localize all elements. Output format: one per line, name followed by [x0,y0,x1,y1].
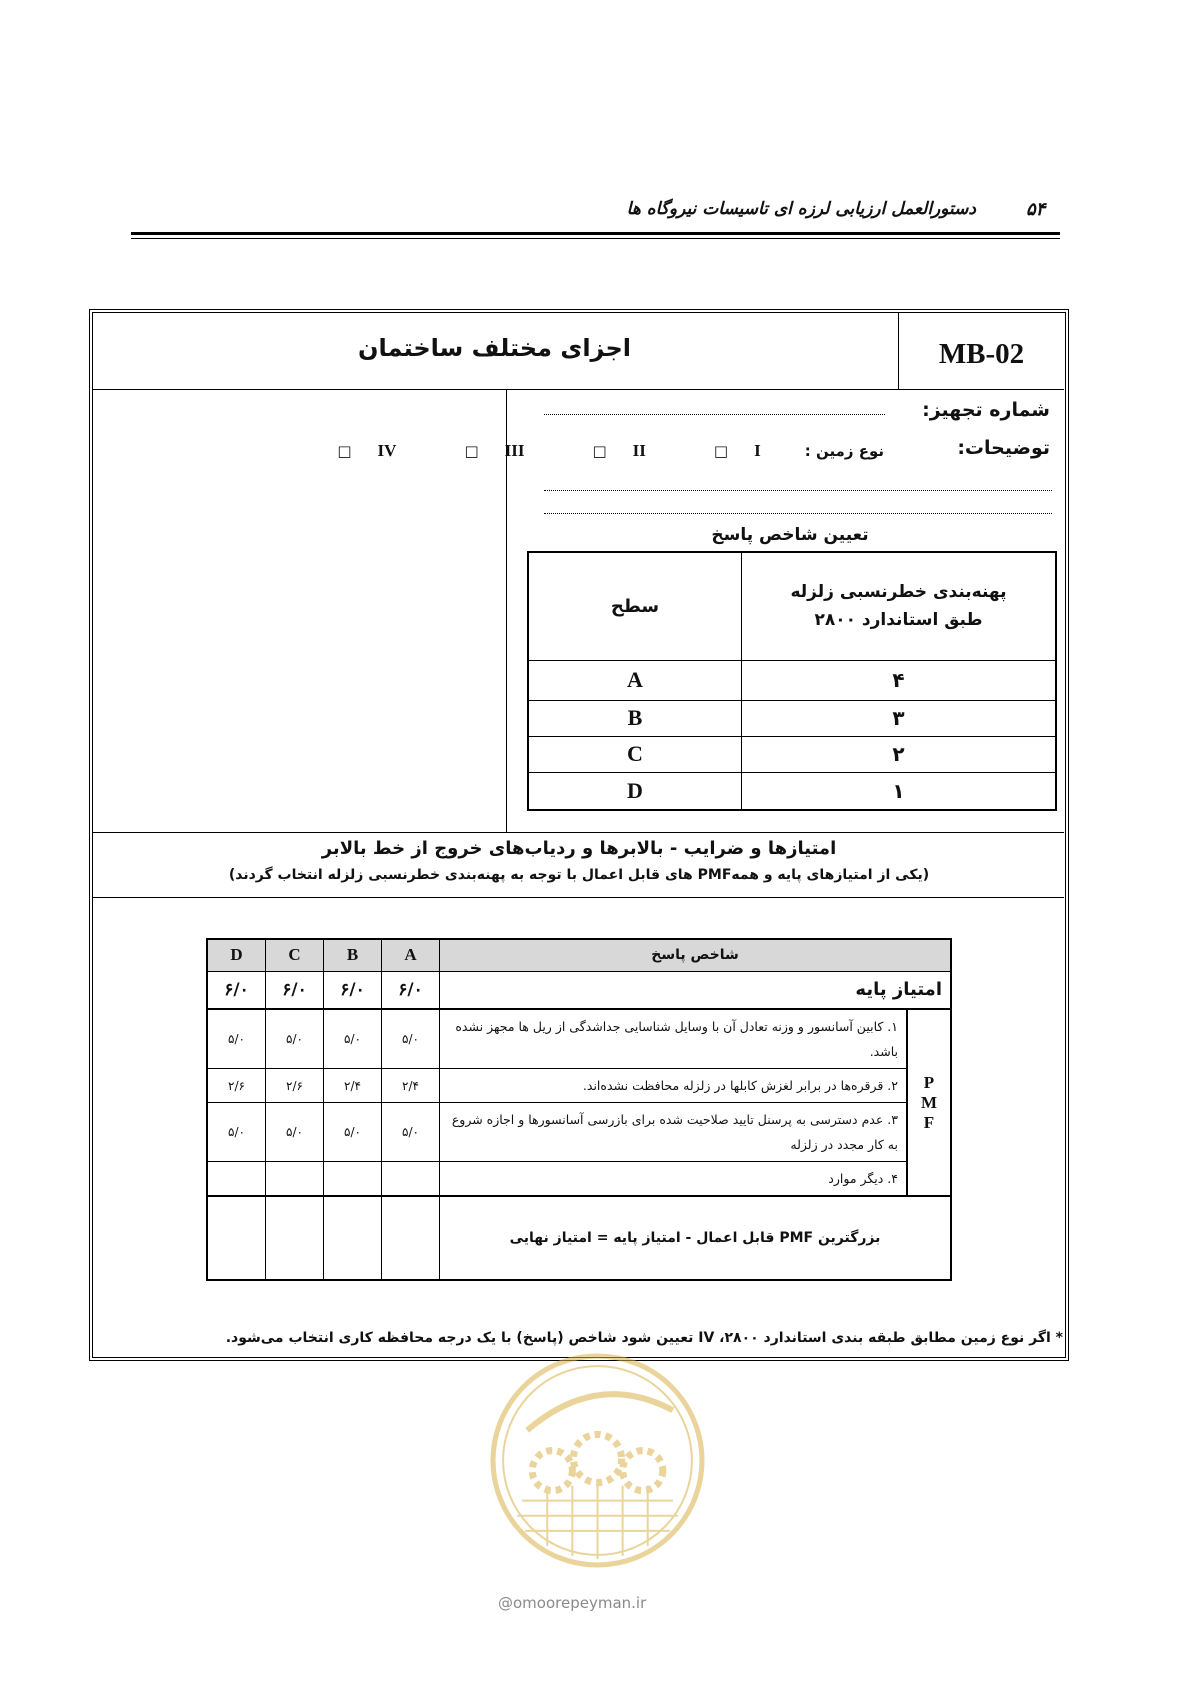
pmf-row [207,1162,951,1197]
header-rule-thin [131,238,1060,239]
ground-type-option[interactable]: I □ [713,441,761,460]
table-row: ۴ A [528,660,1056,700]
table-header-row: D C B A شاخص پاسخ [207,939,951,971]
footnote: * اگر نوع زمین مطابق طبقه بندی استاندارد ۲۸۰۰، IV تعیین شود شاخص (پاسخ) با یک درجه محافظه کاری انتخاب می‌شود. [225,1330,1063,1346]
pmf-row: ۲/۶ ۲/۶ ۲/۴ ۲/۴ ۲. قرقره‌ها در برابر لغزش کابلها در زلزله محافظت نشده‌اند. [207,1069,951,1103]
base-score-label: امتیاز پایه [440,971,952,1009]
zone-column-header: پهنه‌بندی خطرنسبی زلزله طبق استاندارد ۲۸۰۰ [742,552,1057,660]
running-title: دستورالعمل ارزیابی لرزه ای تاسیسات نیروگاه ها [626,199,976,219]
table-row: ۱ D [528,772,1056,810]
pmf-row: ۵/۰ ۵/۰ ۵/۰ ۵/۰ ۱. کابین آسانسور و وزنه تعادل آن با وسایل شناسایی جداشدگی از ریل ها مجهز نشده باشد. P M F [207,1009,951,1069]
final-score-cell[interactable] [266,1196,324,1280]
page-number: ۵۴ [1026,199,1046,220]
score-table [206,938,952,1281]
equipment-number-field[interactable] [544,414,885,415]
checkbox-icon[interactable]: □ [337,442,352,460]
form-code: MB-02 [938,338,1025,370]
pmf-label: P M F [907,1009,951,1196]
ground-type-option[interactable]: III □ [464,441,525,460]
pmf-row: ۵/۰ ۵/۰ ۵/۰ ۵/۰ ۳. عدم دسترسی به پرسنل تایید صلاحیت شده برای بازرسی آسانسورها و اجازه شروع به کار مجدد در زلزله [207,1103,951,1162]
divider [93,897,1064,898]
notes-field-line[interactable] [544,490,1052,491]
notes-field-line[interactable] [544,513,1052,514]
pmf-description: ۱. کابین آسانسور و وزنه تعادل آن با وسایل شناسایی جداشدگی از ریل ها مجهز نشده باشد. [440,1009,908,1069]
checkbox-icon[interactable]: □ [713,442,729,460]
final-score-formula: بزرگترین PMF قابل اعمال - امتیاز پایه = امتیاز نهایی [440,1196,952,1280]
ground-type-option[interactable]: IV □ [337,441,397,460]
form-title: اجزای مختلف ساختمان [357,334,631,362]
table-row: ۳ B [528,700,1056,736]
ground-type-group [289,441,884,461]
watermark-emblem-icon [487,1350,708,1571]
pmf-description: ۴. دیگر موارد [440,1162,908,1197]
response-index-header: شاخص پاسخ [440,939,952,971]
divider [93,832,1064,833]
header-rule-thick [131,232,1060,235]
response-index-table [527,551,1057,811]
final-score-cell[interactable] [324,1196,382,1280]
notes-label: توضیحات: [957,437,1050,459]
pmf-description: ۲. قرقره‌ها در برابر لغزش کابلها در زلزله محافظت نشده‌اند. [440,1069,908,1103]
checkbox-icon[interactable]: □ [592,442,607,460]
ground-type-label: نوع زمین : [804,442,884,460]
scores-subtitle: (یکی از امتیازهای پایه و همهPMF های قابل اعمال با توجه به پهنه‌بندی خطرنسبی زلزله انتخاب گردند) [228,867,930,883]
equipment-number-label: شماره تجهیز: [922,399,1050,421]
table-row: ۲ C [528,736,1056,772]
final-score-cell[interactable] [207,1196,266,1280]
checkbox-icon[interactable]: □ [464,442,479,460]
divider [93,389,1064,390]
scores-title: امتیازها و ضرایب - بالابرها و ردیاب‌های خروج از خط بالابر [321,838,837,859]
pmf-description: ۳. عدم دسترسی به پرسنل تایید صلاحیت شده برای بازرسی آسانسورها و اجازه شروع به کار مجدد در زلزله [440,1103,908,1162]
watermark-text: @omoorepeyman.ir [498,1594,647,1612]
base-score-row: ۶/۰ ۶/۰ ۶/۰ ۶/۰ امتیاز پایه [207,971,951,1009]
response-index-title: تعیین شاخص پاسخ [711,525,869,545]
ground-type-option[interactable]: II □ [592,441,646,460]
final-score-row [207,1196,951,1280]
final-score-cell[interactable] [382,1196,440,1280]
level-column-header: سطح [528,552,742,660]
